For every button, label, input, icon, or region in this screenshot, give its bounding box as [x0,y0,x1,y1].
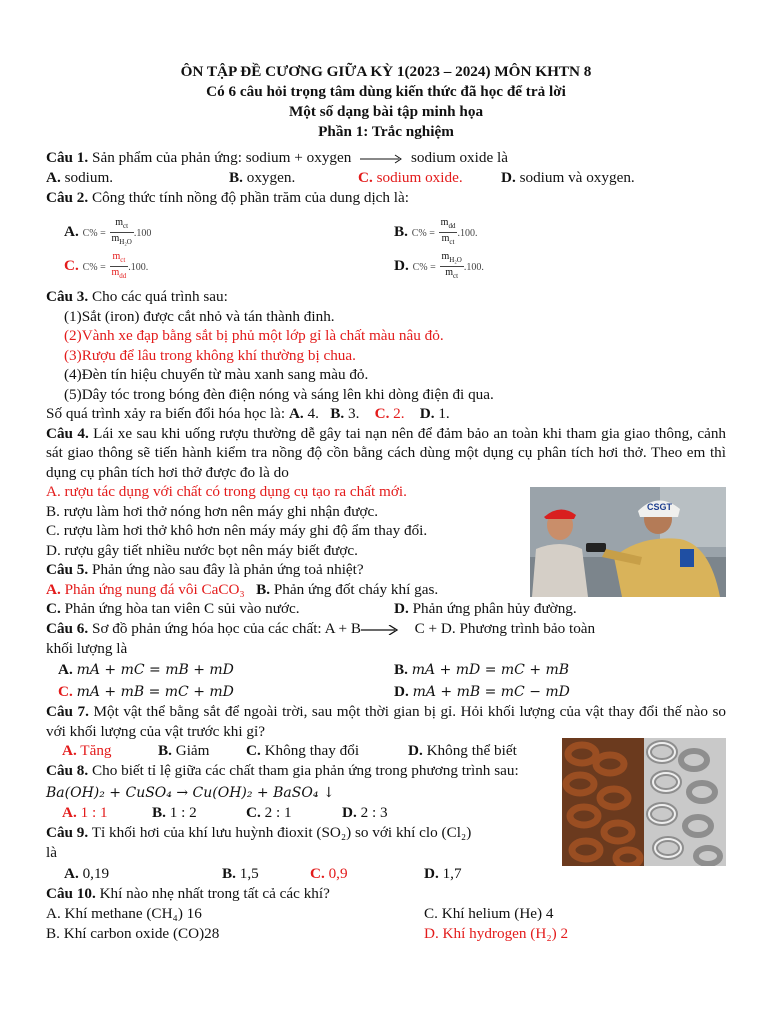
q2-option-c[interactable]: C. C% = $\frac{m_{ct}}{m_{dd}}$ .100. [64,251,149,280]
q2-text: Công thức tính nồng độ phần trăm của dung dịch là: [92,188,409,206]
q8-text: Cho biết tỉ lệ giữa các chất tham gia phản ứng trong phương trình sau: [92,762,519,779]
q3-option-b[interactable]: B. 3. [330,405,360,422]
section-title: Phần 1: Trắc nghiệm [318,123,454,140]
csgt-helmet-label: CSGT [647,502,673,512]
q5-option-b[interactable]: B. Phản ứng đốt cháy khí gas. [256,580,439,598]
q3-item-5: (5)Dây tóc trong bóng đèn điện nóng và sáng lên khi dòng điện đi qua. [64,385,494,403]
q10-option-d[interactable]: D. Khí hydrogen (H₂) 2 [424,924,569,942]
q5-option-c[interactable]: C. Phản ứng hòa tan viên C sủi vào nước. [46,600,300,617]
q9-option-a[interactable]: A. 0,19 [64,865,110,882]
q1-label: Câu 1. [46,149,89,166]
q3-item-2: (2)Vành xe đạp bằng sắt bị phủ một lớp gỉ là chất màu nâu đỏ. [64,327,444,344]
q9-text-2: là [46,843,57,861]
q6-options-row1 [46,658,726,680]
q6-text: Sơ đồ phản ứng hóa học của các chất: A + B [92,620,362,637]
q2-option-d[interactable]: D. C% = $\frac{m_{H_2O}}{m_{ct}}$ .100. [394,251,484,280]
q6-text-3: khối lượng là [46,639,128,657]
q1-text-2: sodium oxide là [410,149,508,166]
q1-option-d[interactable]: D. sodium và oxygen. [501,168,635,186]
q5-option-a[interactable]: A. Phản ứng nung đá vôi CaCO₃ [46,580,245,598]
q7-option-d[interactable]: D. Không thể biết [408,742,517,759]
q1-text: Sản phẩm của phản ứng: sodium + oxygen [92,149,352,166]
breathalyzer-photo [530,487,726,597]
q1-stem [46,148,726,168]
q2-label: Câu 2. [46,188,89,206]
q4-option-a[interactable]: A. rượu tác dụng với chất có trong dụng cụ tạo ra chất mới. [46,483,407,500]
q4-text: Lái xe sau khi uống rượu thường dễ gây tai nạn nên để đảm bảo an toàn khi tham gia giao thông, cảnh sát giao thông sẽ tiến hành kiểm tra nồng độ cồn bằng cách dùng một dụng cụ phân tích hơi thở. Theo em thì dụng cụ phân tích hơi thở được đo là do [46,424,727,481]
q2-option-a[interactable]: A. C% = $\frac{m_{ct}}{m_{H_2O}}$ .100 [64,217,152,246]
q10-text: Khí nào nhẹ nhất trong tất cả các khí? [99,885,330,902]
q7-option-b[interactable]: B. Giảm [158,742,210,759]
q5-options-row2 [46,599,726,619]
q5-option-d[interactable]: D. Phản ứng phân hủy đường. [394,600,577,617]
q2-options-row2 [46,247,726,287]
q3-option-a[interactable]: A. 4. [288,405,319,422]
q6-stem [46,619,726,639]
chains-photo [562,738,726,866]
q6-option-c[interactable]: C. mA + mB = mC + mD [58,683,234,700]
q3-item-1: (1)Sắt (iron) được cắt nhỏ và tán thành đinh. [64,307,335,325]
q6-text-2: C + D. Phương trình bảo toàn [414,620,596,637]
q4-option-d[interactable]: D. rượu gây tiết nhiều nước bọt nên máy biết được. [46,541,358,559]
q8-option-b[interactable]: B. 1 : 2 [152,804,197,821]
q1-options [46,168,726,188]
q10-label: Câu 10. [46,885,96,902]
q4-stem [46,424,726,483]
q6-label: Câu 6. [46,620,89,637]
q2-stem [46,188,726,208]
q10-options-row2 [46,924,726,944]
q3-item-4: (4)Đèn tín hiệu chuyển từ màu xanh sang màu đỏ. [64,366,369,383]
q3-stem [46,287,726,307]
q10-option-b[interactable]: B. Khí carbon oxide (CO)28 [46,924,220,942]
q2-options-row1 [46,207,726,247]
q9-text: Tỉ khối hơi của khí lưu huỳnh đioxit (SO₂) so với khí clo (Cl₂) [91,824,472,841]
q6-option-a[interactable]: A. mA + mC = mB + mD [58,661,234,678]
q9-option-b[interactable]: B. 1,5 [222,865,259,882]
q8-label: Câu 8. [46,762,89,779]
q4-option-b[interactable]: B. rượu làm hơi thở nóng hơn nên máy ghi nhận được. [46,502,379,520]
q2-option-b[interactable]: B. C% = $\frac{m_{dd}}{m_{ct}}$ .100. [394,217,478,246]
q3-summary [46,404,726,424]
doc-subtitle: Có 6 câu hỏi trọng tâm dùng kiến thức đã học để trả lời [206,83,566,100]
q3-summary-text: Số quá trình xảy ra biến đổi hóa học là: [46,405,286,422]
q6-option-b[interactable]: B. mA + mD = mC + mB [394,661,570,678]
reaction-arrow-icon [359,154,403,164]
doc-title: ÔN TẬP ĐỀ CƯƠNG GIỮA KỲ 1(2023 – 2024) MÔN KHTN 8 [180,63,592,80]
reaction-arrow-icon [361,625,401,635]
q8-stem [46,761,556,781]
q7-label: Câu 7. [46,703,89,720]
q1-option-b[interactable]: B. oxygen. [229,168,296,186]
q3-text: Cho các quá trình sau: [92,288,228,305]
q8-option-a[interactable]: A. 1 : 1 [62,804,108,821]
q5-label: Câu 5. [46,561,89,578]
q9-label: Câu 9. [46,824,89,841]
q7-option-c[interactable]: C. Không thay đổi [246,742,360,759]
doc-subtitle-2: Một số dạng bài tập minh họa [288,103,484,120]
q8-option-d[interactable]: D. 2 : 3 [342,804,388,821]
q3-item-3: (3)Rượu để lâu trong không khí thường bị chua. [64,346,356,364]
q9-option-d[interactable]: D. 1,7 [424,865,462,882]
q10-option-a[interactable]: A. Khí methane (CH₄) 16 [46,904,202,922]
q9-option-c[interactable]: C. 0,9 [310,865,348,882]
q3-option-c[interactable]: C. 2. [374,405,405,422]
q6-option-d[interactable]: D. mA + mB = mC − mD [394,683,570,700]
q5-text: Phản ứng nào sau đây là phản ứng toả nhiệt? [92,561,364,578]
q6-options-row2 [46,680,726,702]
q8-option-c[interactable]: C. 2 : 1 [246,804,292,821]
q8-equation-text: Ba(OH)₂ + CuSO₄ → Cu(OH)₂ + BaSO₄ ↓ [46,784,335,801]
q7-option-a[interactable]: A. Tăng [62,742,112,759]
q4-label: Câu 4. [46,424,89,442]
q10-stem [46,884,726,904]
q10-options-row1 [46,904,726,924]
q3-label: Câu 3. [46,288,89,305]
q3-option-d[interactable]: D. 1. [419,405,450,422]
q1-option-a[interactable]: A. sodium. [46,168,114,186]
q7-text: Một vật thể bằng sắt để ngoài trời, sau một thời gian bị gỉ. Hỏi khối lượng của vật thay đổi thế nào so với khối lượng của vật trước khi gỉ? [46,703,726,740]
q7-stem [46,702,726,741]
q10-option-c[interactable]: C. Khí helium (He) 4 [424,904,554,922]
q1-option-c[interactable]: C. sodium oxide. [358,168,463,186]
q4-option-c[interactable]: C. rượu làm hơi thở khô hơn nên máy máy ghi độ ẩm thay đổi. [46,522,428,539]
